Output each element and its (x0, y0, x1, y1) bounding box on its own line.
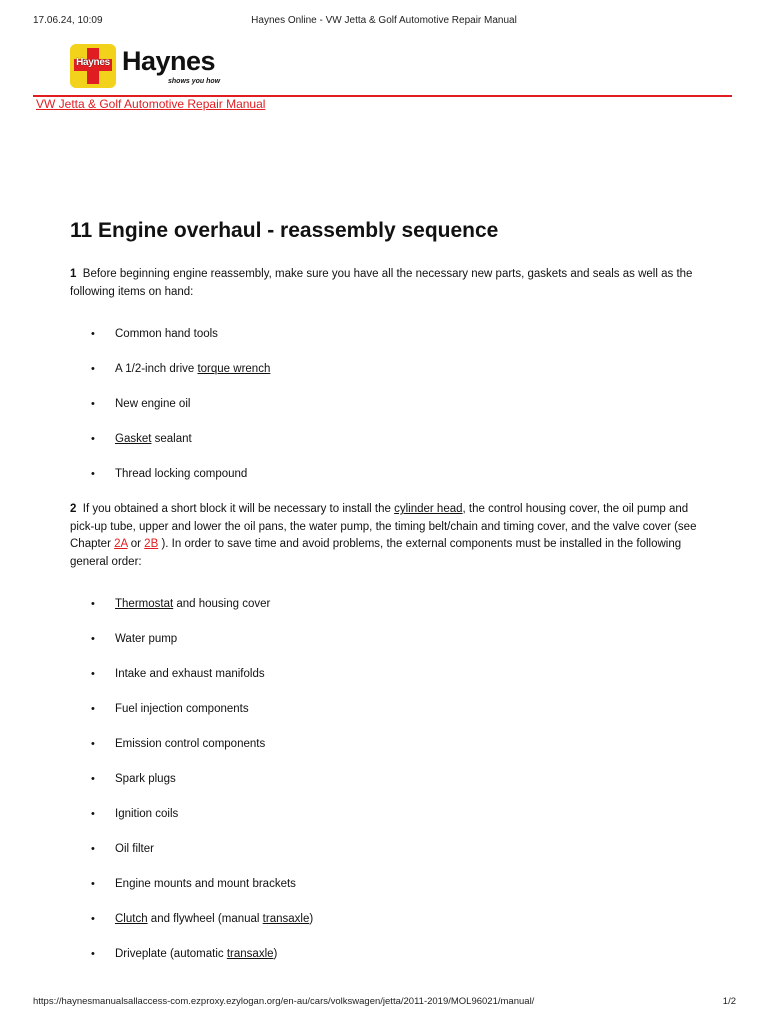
list-item (70, 736, 710, 753)
step-text: or (127, 538, 145, 550)
list-item-text: A 1/2-inch drive (115, 363, 198, 375)
list-item-text: Engine mounts and mount brackets (115, 878, 296, 890)
print-page-title: Haynes Online - VW Jetta & Golf Automotive Repair Manual (251, 15, 517, 26)
bullet-icon: • (91, 878, 95, 890)
bullet-icon: • (91, 633, 95, 645)
bullet-icon: • (91, 913, 95, 925)
bullet-icon: • (91, 468, 95, 480)
list-item-text: Oil filter (115, 843, 154, 855)
list-item-text: Fuel injection components (115, 703, 249, 715)
list-item-text: and housing cover (173, 598, 271, 610)
list-item-text: Emission control components (115, 738, 266, 750)
list-item (70, 946, 710, 963)
list-item (70, 841, 710, 858)
glossary-link[interactable]: transaxle (262, 913, 310, 925)
bullet-icon: • (91, 363, 95, 375)
step-text: , the control housing cover, the oil pump and pick-up tube, upper and lower the oil pans, the water pump, the timing belt/chain and timing cover, and the valve cover (see Chapter (70, 503, 697, 550)
step-number: 1 (70, 268, 77, 280)
list-item (70, 806, 710, 823)
list-item (70, 431, 710, 448)
list-item-text: Driveplate (automatic (115, 948, 227, 960)
link-cylinder-head[interactable]: cylinder head (394, 503, 463, 515)
link-chapter-2a[interactable]: 2A (114, 538, 128, 550)
list-item (70, 596, 710, 613)
glossary-link[interactable]: torque wrench (197, 363, 271, 375)
list-item (70, 466, 710, 483)
page-title: 11 Engine overhaul - reassembly sequence (70, 219, 499, 242)
step-number: 2 (70, 503, 77, 515)
bullet-icon: • (91, 703, 95, 715)
glossary-link[interactable]: Thermostat (115, 598, 174, 610)
step-text: ). In order to save time and avoid problems, the external components must be installed in the following general order: (70, 538, 682, 568)
print-datetime: 17.06.24, 10:09 (33, 15, 103, 26)
list-item-text: ) (309, 913, 314, 925)
glossary-link[interactable]: Clutch (115, 913, 148, 925)
haynes-badge-icon (70, 44, 116, 88)
bullet-icon: • (91, 598, 95, 610)
bullet-icon: • (91, 808, 95, 820)
list-item-text: ) (273, 948, 278, 960)
step-text: Before beginning engine reassembly, make sure you have all the necessary new parts, gaskets and seals as well as the following items on hand: (70, 268, 693, 298)
print-footer-url: https://haynesmanualsallaccess-com.ezproxy.ezylogan.org/en-au/cars/volkswagen/jetta/2011-2019/MOL96021/manual/ (33, 996, 535, 1007)
glossary-link[interactable]: transaxle (226, 948, 274, 960)
article-content (70, 218, 710, 981)
print-header (0, 15, 768, 29)
bullet-icon: • (91, 433, 95, 445)
list-item (70, 326, 710, 343)
list-item-text: Ignition coils (115, 808, 179, 820)
print-page-number: 1/2 (722, 996, 736, 1007)
list-item-text: Intake and exhaust manifolds (115, 668, 265, 680)
bullet-icon: • (91, 843, 95, 855)
list-item-text: sealant (151, 433, 192, 445)
list-item (70, 666, 710, 683)
list-item (70, 396, 710, 413)
manual-breadcrumb-link[interactable]: VW Jetta & Golf Automotive Repair Manual (36, 97, 266, 111)
bullet-icon: • (91, 738, 95, 750)
list-item (70, 361, 710, 378)
components-list (70, 596, 710, 963)
tools-list (70, 326, 710, 483)
list-item (70, 701, 710, 718)
list-item-text: Spark plugs (115, 773, 176, 785)
bullet-icon: • (91, 398, 95, 410)
list-item-text: New engine oil (115, 398, 191, 410)
badge-text: Haynes (76, 57, 110, 68)
list-item (70, 771, 710, 788)
bullet-icon: • (91, 948, 95, 960)
list-item (70, 876, 710, 893)
list-item-text: Common hand tools (115, 328, 218, 340)
step-1-paragraph (70, 266, 710, 301)
bullet-icon: • (91, 328, 95, 340)
bullet-icon: • (91, 773, 95, 785)
list-item-text: Thread locking compound (115, 468, 248, 480)
list-item-text: Water pump (115, 633, 178, 645)
logo-tagline: shows you how (168, 78, 221, 85)
bullet-icon: • (91, 668, 95, 680)
step-2-paragraph (70, 501, 710, 571)
step-text: If you obtained a short block it will be necessary to install the (82, 503, 395, 515)
list-item (70, 911, 710, 928)
list-item (70, 631, 710, 648)
link-chapter-2b[interactable]: 2B (144, 538, 159, 550)
glossary-link[interactable]: Gasket (115, 433, 152, 445)
haynes-logo[interactable] (70, 44, 230, 90)
list-item-text: and flywheel (manual (147, 913, 263, 925)
logo-wordmark: Haynes (122, 46, 216, 76)
